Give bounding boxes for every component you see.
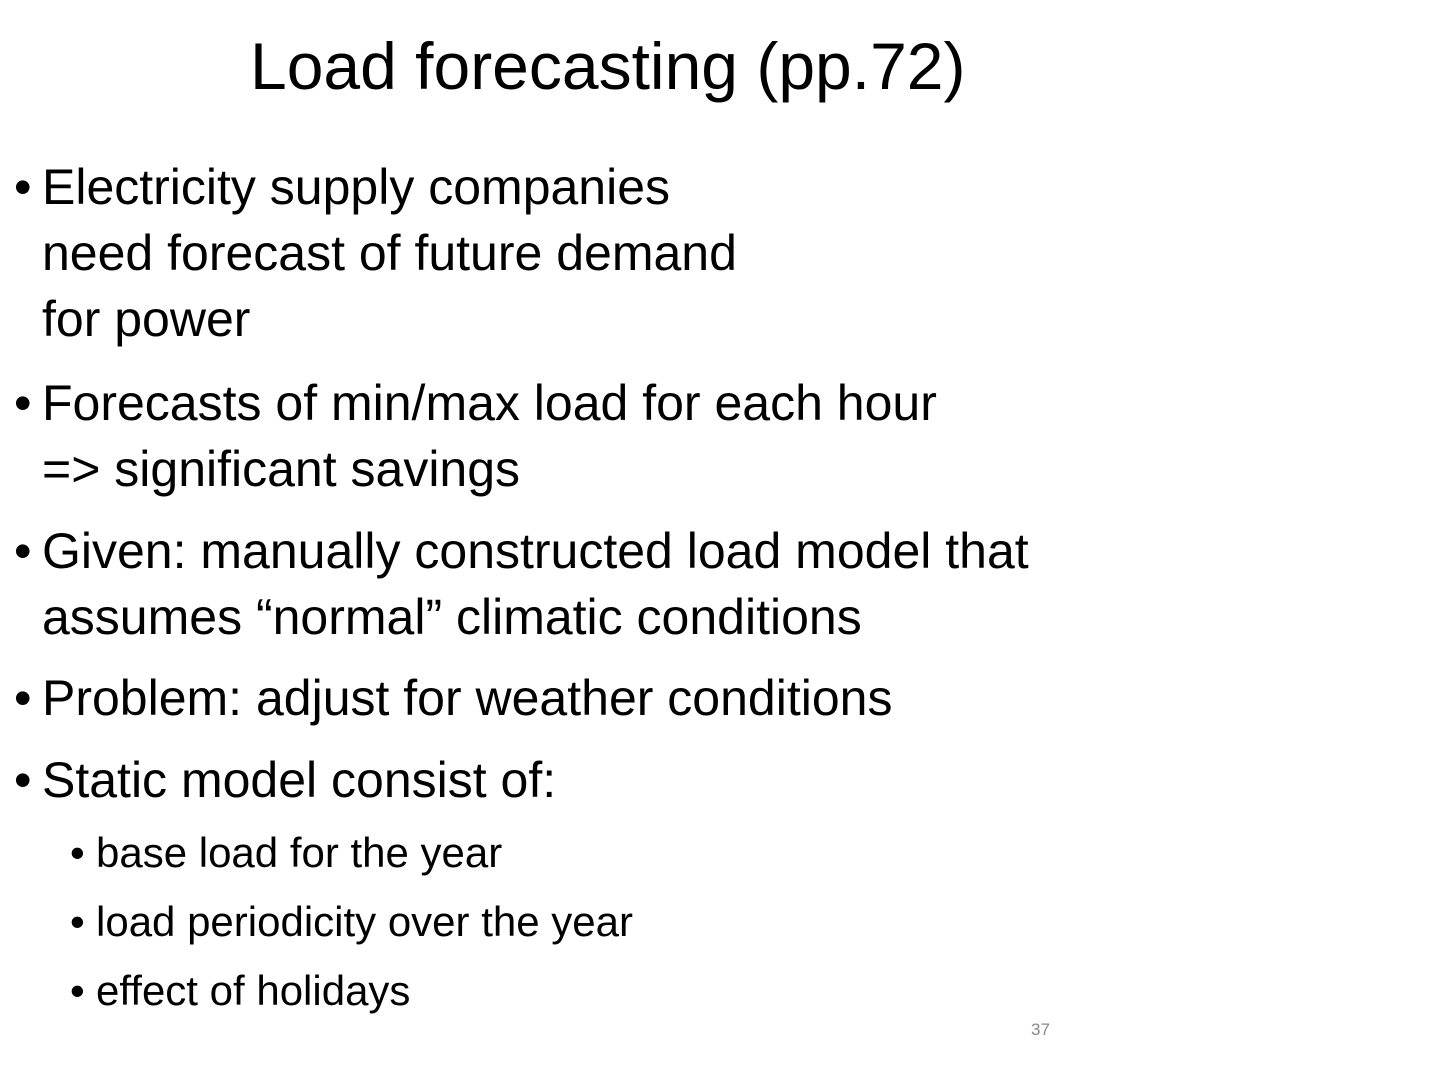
bullet-text (42, 665, 892, 731)
bullet-line: assumes “normal” climatic conditions (42, 589, 862, 645)
bullet-line: Problem: adjust for weather conditions (42, 670, 893, 726)
bullet-marker: • (14, 670, 32, 726)
sub-bullet-marker: • (70, 898, 85, 945)
bullet-line: for power (42, 291, 251, 347)
bullet-line: Given: manually constructed load model that (42, 523, 1029, 579)
bullet-text (42, 747, 556, 813)
bullet-line: Static model consist of: (42, 752, 557, 808)
bullet-marker: • (14, 752, 32, 808)
bullet-marker: • (14, 375, 32, 431)
sub-bullet-text: effect of holidays (96, 967, 411, 1014)
bullet-line: need forecast of future demand (42, 225, 737, 281)
bullet-line: Forecasts of min/max load for each hour (42, 375, 937, 431)
bullet-text (42, 154, 737, 352)
bullet-marker: • (14, 523, 32, 579)
bullet-line: Electricity supply companies (42, 159, 671, 215)
page-number: 37 (1031, 1020, 1050, 1039)
sub-bullet-marker: • (70, 967, 85, 1014)
bullet-text (42, 370, 937, 502)
sub-bullet-marker: • (70, 829, 85, 876)
sub-bullet-text: base load for the year (96, 829, 503, 876)
bullet-text (42, 518, 1029, 650)
bullet-marker: • (14, 159, 32, 215)
slide-title: Load forecasting (pp.72) (250, 29, 966, 103)
bullet-line: => significant savings (42, 441, 521, 497)
sub-bullet-text: load periodicity over the year (96, 898, 633, 945)
